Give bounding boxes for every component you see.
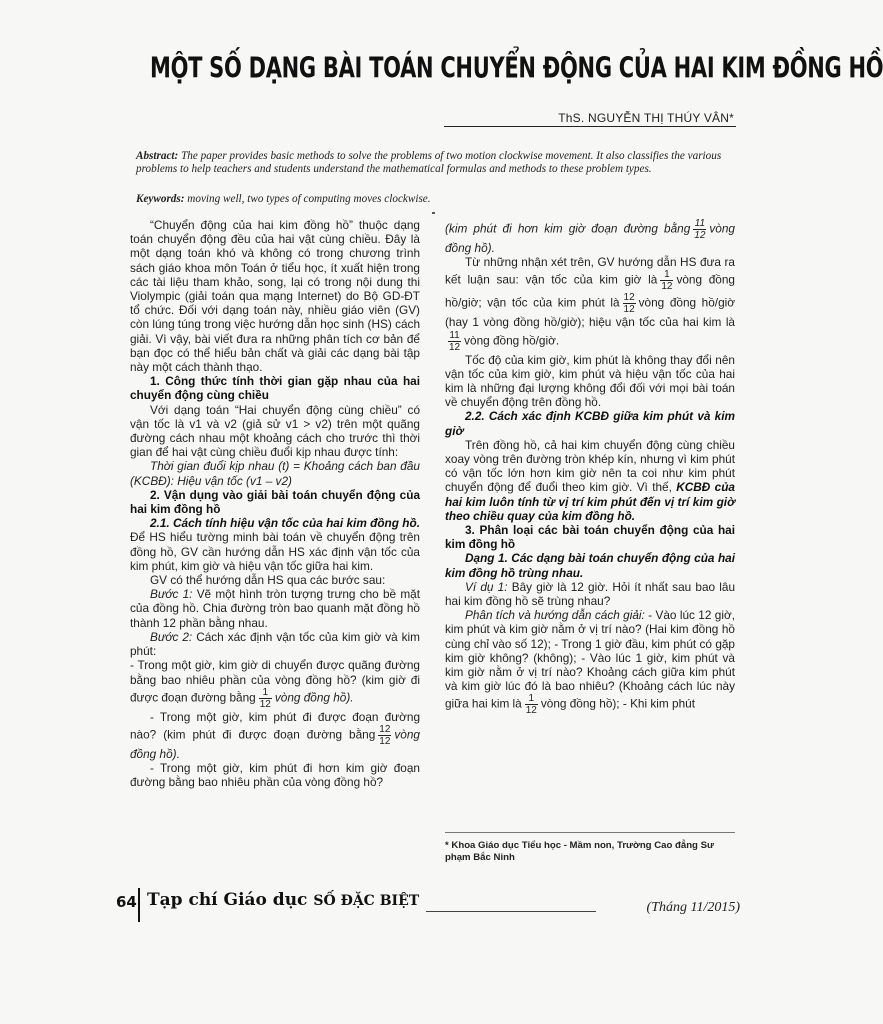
journal-title: Tạp chí Giáo dục <box>147 890 308 910</box>
right-paragraph-3: Tốc độ của kim giờ, kim phút là không thay đổi nên vận tốc của kim giờ, kim phút và hiệu vận tốc của hai kim là những đại lượng không đổi đối với mọi bài toán về chuyển động trên đồng hồ. <box>445 352 735 410</box>
analysis-text-end: vòng đồng hồ); - Khi kim phút <box>540 697 695 712</box>
example-1-label: Ví dụ 1: <box>465 579 508 594</box>
example-1 <box>445 580 735 608</box>
fraction-numerator: 1 <box>259 687 272 699</box>
page-number: 64 <box>116 893 137 911</box>
example-1-text: Bây giờ là 12 giờ. Hỏi ít nhất sau bao lâu hai kim đồng hồ sẽ trùng nhau? <box>445 579 736 609</box>
section-2-heading: 2. Vận dụng vào giải bài toán chuyển động của hai kim đồng hồ <box>130 487 420 517</box>
velocity-text-d: vòng đồng hồ/giờ. <box>464 333 560 348</box>
left-column <box>130 218 420 790</box>
section-2-1-paragraph <box>130 516 420 573</box>
section-2-2-heading: 2.2. Cách xác định KCBĐ giữa kim phút và kim giờ <box>445 409 735 438</box>
section-2-2-text: Trên đồng hồ, cả hai kim chuyển động cùng chiều xoay vòng trên đường tròn khép kín, nhưng vì kim phút có vận tốc lớn hơn kim giờ nên ta coi như kim phút chuyển động để đuổi theo kim giờ. Vì thế, <box>445 437 735 495</box>
fraction-denominator: 12 <box>449 341 461 353</box>
velocity-text-a: Từ những nhận xét trên, GV hướng dẫn HS đưa ra kết luận sau: vận tốc của kim giờ là <box>445 255 735 288</box>
step-2-label: Bước 2: <box>150 629 193 644</box>
fraction-denominator: 12 <box>525 705 537 717</box>
stray-mark <box>432 212 435 214</box>
page-footer <box>116 886 740 926</box>
step-1-text: Vẽ một hình tròn tượng trưng cho bề mặt của đồng hồ. Chia đường tròn bao quanh mặt đồng hồ thành 12 phần bằng nhau. <box>130 587 420 630</box>
footer-line <box>426 911 596 912</box>
fraction-numerator: 11 <box>449 329 460 341</box>
analysis-label: Phân tích và hướng dẫn cách giải: <box>465 608 645 623</box>
step-2-text: Cách xác định vận tốc của kim giờ và kim phút: <box>130 629 421 659</box>
author-name: ThS. NGUYỄN THỊ THÚY VÂN* <box>558 111 734 125</box>
step-1-label: Bước 1: <box>150 587 193 602</box>
section-2-1-heading: 2.1. Cách tính hiệu vận tốc của hai kim đồng hồ. <box>150 516 420 531</box>
velocity-text-b: vòng đồng hồ/giờ; vận tốc của kim phút là <box>445 273 735 311</box>
fraction-denominator: 12 <box>259 698 271 710</box>
velocity-text-c: vòng đồng hồ/giờ (hay 1 vòng đồng hồ/giờ); hiệu vận tốc của hai kim là <box>445 296 735 330</box>
fraction-numerator: 11 <box>694 218 706 229</box>
article-title: MỘT SỐ DẠNG BÀI TOÁN CHUYỂN ĐỘNG CỦA HAI KIM ĐỒNG HỒ <box>150 52 883 85</box>
fraction <box>448 330 461 353</box>
right-paragraph-1-end: vòng đồng hồ). <box>445 221 735 255</box>
footer-vertical-rule <box>138 888 140 922</box>
fraction <box>693 218 706 241</box>
footnote-divider <box>445 832 735 833</box>
right-column <box>445 218 735 716</box>
keywords <box>136 193 742 206</box>
special-issue-label: SỐ ĐẶC BIỆT <box>313 893 420 909</box>
dash-item-2 <box>130 710 420 761</box>
section-2-2-emphasis: KCBĐ của hai kim luôn tính từ vị trí kim phút đến vị trí kim giờ theo chiều quay của kim đồng hồ. <box>445 480 735 523</box>
fraction-numerator: 1 <box>660 269 673 281</box>
issue-date: (Tháng 11/2015) <box>646 900 740 915</box>
journal-name <box>147 890 419 910</box>
footnote: * Khoa Giáo dục Tiểu học - Mầm non, Trường Cao đẳng Sư phạm Bắc Ninh <box>445 840 714 863</box>
abstract-text: The paper provides basic methods to solve the problems of two motion clockwise movement. It also classifies the various problems to help teachers and students understand the mathematical formulas and methods to these problem types. <box>136 150 722 175</box>
fraction-denominator: 12 <box>623 304 635 316</box>
dash-item-1 <box>130 658 420 709</box>
author-underline <box>444 126 736 127</box>
type-1-heading: Dạng 1. Các dạng bài toán chuyển động của hai kim đồng hồ trùng nhau. <box>445 551 735 580</box>
fraction <box>623 292 636 315</box>
dash-item-2-end: vòng đồng hồ). <box>130 727 420 761</box>
section-1-heading: 1. Công thức tính thời gian gặp nhau của hai chuyển động cùng chiều <box>130 374 420 403</box>
right-paragraph-2 <box>445 255 735 352</box>
fraction-denominator: 12 <box>661 281 673 293</box>
fraction <box>660 269 673 292</box>
step-1 <box>130 587 420 630</box>
dash-item-3: - Trong một giờ, kim phút đi hơn kim giờ đoạn đường bằng bao nhiêu phần của vòng đồng hồ? <box>130 761 420 790</box>
steps-intro: GV có thể hướng dẫn HS qua các bước sau: <box>150 573 386 588</box>
section-2-1-text: Để HS hiểu tường minh bài toán về chuyển động trên đồng hồ, GV cần hướng dẫn HS xác định vận tốc của kim phút, kim giờ và hiệu vận tốc giữa hai kim. <box>130 530 420 573</box>
step-2 <box>130 630 420 658</box>
fraction <box>378 724 391 747</box>
right-paragraph-1-text: (kim phút đi hơn kim giờ đoạn đường bằng <box>445 221 691 236</box>
section-3-heading: 3. Phân loại các bài toán chuyển động của hai kim đồng hồ <box>445 523 735 552</box>
fraction-denominator: 12 <box>379 735 391 747</box>
fraction <box>259 687 272 710</box>
fraction-numerator: 12 <box>623 292 635 304</box>
fraction <box>525 693 538 716</box>
fraction-denominator: 12 <box>694 230 706 241</box>
fraction-numerator: 12 <box>379 723 391 735</box>
formula-text: Thời gian đuổi kịp nhau (t) = Khoảng cách ban đầu (KCBĐ): Hiệu vận tốc (v1 – v2) <box>130 459 420 488</box>
fraction-numerator: 1 <box>525 693 538 705</box>
analysis-text: - Vào lúc 12 giờ, kim phút và kim giờ nằm ở vị trí nào? (Hai kim đồng hồ cùng chỉ vào số 12); - Trong 1 giờ đầu, kim phút có gặp kim giờ không? (không); - Vào lúc 1 giờ, kim phút và kim giờ nằm ở vị trí nào? Khoảng cách giữa kim phút và kim giờ lúc đó là bao nhiêu? (Khoảng cách lúc này giữa hai kim là <box>445 608 735 712</box>
dash-item-1-end: vòng đồng hồ). <box>274 690 354 705</box>
abstract-label: Abstract: <box>136 150 179 162</box>
intro-paragraph: “Chuyển động của hai kim đồng hồ” thuộc dạng toán chuyển động đều của hai vật cùng chiều. Đây là một dạng toán khó và không có trong chương trình sách giáo khoa môn Toán ở tiểu học, ít xuất hiện trong các tài liệu tham khảo, song, lại có trong nội dung thi Violympic (giải toán qua mạng Internet) do Bộ GD-ĐT tổ chức. Đối với dạng toán này, nhiều giáo viên (GV) còn lúng túng trong việc hướng dẫn học sinh (HS) cách giải. Vì vậy, bài viết đưa ra những phân tích cơ bản để bạn đọc có thể hiểu bản chất và giải các dạng bài tập này một cách thành thạo. <box>130 218 420 375</box>
abstract <box>136 150 742 176</box>
keywords-label: Keywords: <box>136 193 185 205</box>
dash-item-2-text: - Trong một giờ, kim phút đi được đoạn đường nào? (kim phút đi được đoạn đường bằng <box>130 709 420 742</box>
dash-item-1-text: - Trong một giờ, kim giờ di chuyển được quãng đường bằng bao nhiêu phần của vòng đồng hồ? (kim giờ đi được đoạn đường bằng <box>130 658 420 705</box>
section-1-paragraph: Với dạng toán “Hai chuyển động cùng chiều” có vận tốc là v1 và v2 (giả sử v1 > v2) trên một quãng đường cách nhau một khoảng cách cho trước thì thời gian để hai vật cùng chiều đuổi kịp nhau được tính: <box>130 402 420 460</box>
keywords-text: moving well, two types of computing moves clockwise. <box>187 193 431 205</box>
right-paragraph-1 <box>445 218 735 255</box>
section-2-2-paragraph <box>445 438 735 523</box>
analysis-paragraph <box>445 608 735 716</box>
